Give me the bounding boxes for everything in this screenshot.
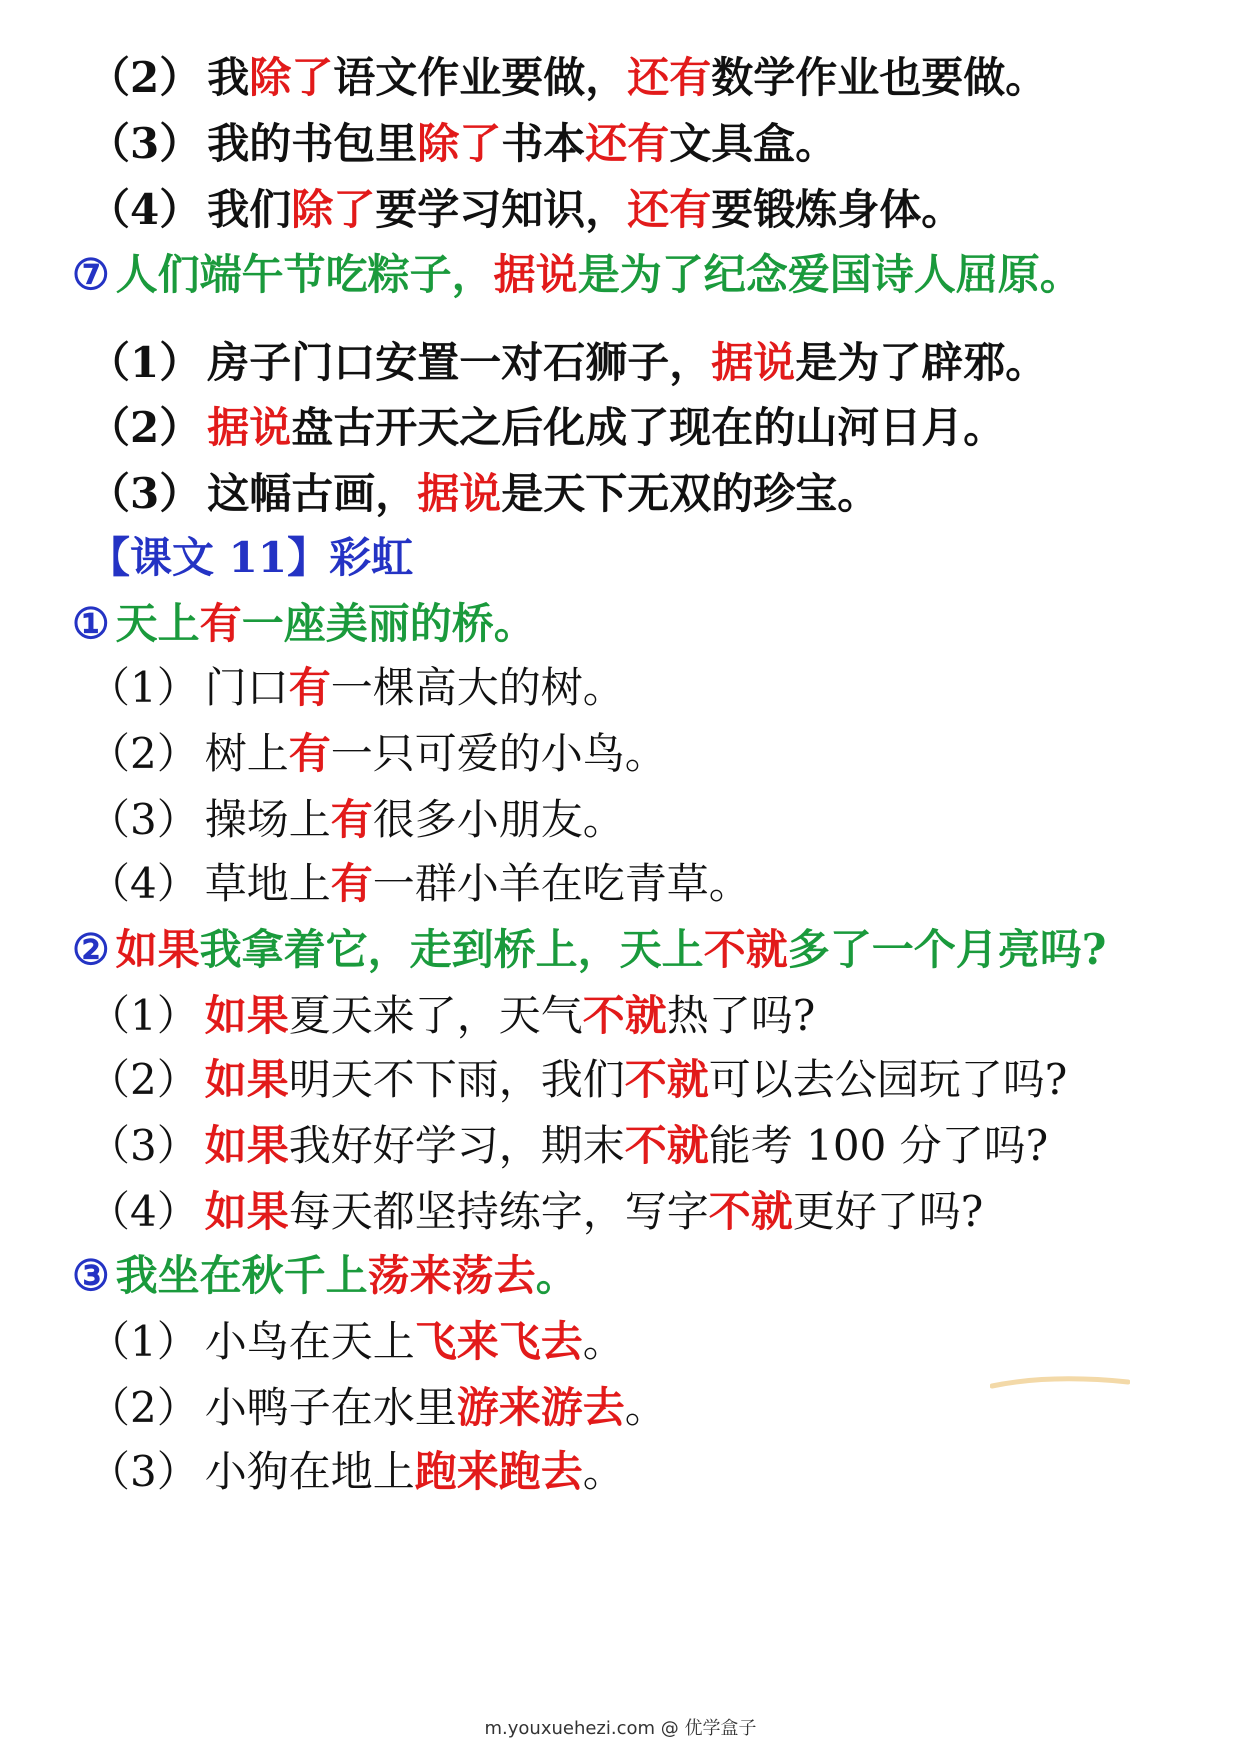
keyword-highlight: 游来游去	[456, 1383, 625, 1432]
item-number: （3）	[88, 795, 199, 844]
keyword-highlight: 据说	[417, 469, 502, 518]
item-number: （3）	[88, 119, 202, 168]
keyword-highlight: 有	[199, 599, 242, 648]
keyword-highlight: 还有	[585, 119, 670, 168]
item-number: （3）	[88, 1447, 199, 1496]
sentence-text: 能考 100 分了吗?	[708, 1121, 1049, 1170]
sentence-text: 我的书包里	[207, 119, 418, 168]
keyword-highlight: 如果	[204, 1055, 289, 1104]
example-sentence	[88, 1378, 667, 1438]
pen-stroke-decoration	[990, 1372, 1130, 1392]
keyword-highlight: 据说	[493, 250, 578, 299]
sentence-text: 我	[207, 53, 250, 102]
sentence-text: 可以去公园玩了吗?	[708, 1055, 1068, 1104]
sentence-text: 明天不下雨，我们	[288, 1055, 625, 1104]
keyword-highlight: 还有	[627, 185, 712, 234]
keyword-highlight: 不就	[708, 1187, 793, 1236]
sentence-text: 草地上	[204, 859, 331, 908]
sentence-text: 每天都坚持练字，写字	[288, 1187, 709, 1236]
item-number: （4）	[88, 1187, 199, 1236]
item-number: （1）	[88, 338, 202, 387]
item-number: ②	[72, 925, 110, 974]
keyword-highlight: 还有	[627, 53, 712, 102]
keyword-highlight: 有	[330, 795, 373, 844]
example-sentence	[88, 1182, 983, 1242]
example-heading	[72, 920, 1106, 980]
item-number: （2）	[88, 53, 202, 102]
sentence-text: 要学习知识，	[375, 185, 628, 234]
sentence-text: 语文作业要做，	[333, 53, 628, 102]
sentence-text: 我们	[207, 185, 292, 234]
sentence-text: 我拿着它，走到桥上，天上	[199, 925, 704, 974]
example-sentence	[88, 180, 963, 240]
sentence-text: 一座美丽的桥。	[241, 599, 536, 648]
example-sentence	[88, 114, 837, 174]
example-heading	[72, 594, 536, 654]
keyword-highlight: 有	[288, 729, 331, 778]
sentence-text: 夏天来了，天气	[288, 991, 583, 1040]
example-sentence	[88, 1116, 1048, 1176]
sentence-text: 一群小羊在吃青草。	[372, 859, 751, 908]
sentence-text: 书本	[501, 119, 586, 168]
keyword-highlight: 不就	[624, 1121, 709, 1170]
keyword-highlight: 据说	[711, 338, 796, 387]
keyword-highlight: 除了	[417, 119, 502, 168]
example-heading	[72, 1246, 578, 1306]
sentence-text: 一只可爱的小鸟。	[330, 729, 667, 778]
sentence-text: 很多小朋友。	[372, 795, 625, 844]
example-sentence	[88, 1312, 625, 1372]
keyword-highlight: 飞来飞去	[414, 1317, 583, 1366]
example-sentence	[88, 790, 625, 850]
example-sentence	[88, 724, 667, 784]
sentence-text: 。	[582, 1317, 625, 1366]
item-number: （4）	[88, 859, 199, 908]
sentence-text: 是为了纪念爱国诗人屈原。	[577, 250, 1082, 299]
sentence-text: 门口	[204, 663, 289, 712]
sentence-text: 文具盒。	[669, 119, 838, 168]
sentence-text: 房子门口安置一对石狮子，	[207, 338, 712, 387]
example-sentence	[88, 464, 879, 524]
example-sentence	[88, 333, 1047, 393]
example-sentence	[88, 1442, 625, 1502]
keyword-highlight: 除了	[291, 185, 376, 234]
sentence-text: 是天下无双的珍宝。	[501, 469, 880, 518]
item-number: （2）	[88, 1055, 199, 1104]
sentence-text: 。	[535, 1251, 578, 1300]
item-number: （2）	[88, 1383, 199, 1432]
keyword-highlight: 不就	[703, 925, 788, 974]
sentence-text: 是为了辟邪。	[795, 338, 1048, 387]
sentence-text: 热了吗?	[666, 991, 816, 1040]
sentence-text: 。	[582, 1447, 625, 1496]
example-sentence	[88, 398, 1005, 458]
keyword-highlight: 除了	[249, 53, 334, 102]
item-number: （2）	[88, 403, 202, 452]
sentence-text: 小鸭子在水里	[204, 1383, 457, 1432]
item-number: （2）	[88, 729, 199, 778]
sentence-text: 操场上	[204, 795, 331, 844]
watermark: m.youxuehezi.com @ 优学盒子	[484, 1718, 757, 1739]
example-sentence	[88, 658, 625, 718]
item-number: （3）	[88, 469, 202, 518]
keyword-highlight: 据说	[207, 403, 292, 452]
example-sentence	[88, 986, 815, 1046]
example-sentence	[88, 48, 1047, 108]
sentence-text: 这幅古画，	[207, 469, 418, 518]
sentence-text: 我坐在秋千上	[115, 1251, 368, 1300]
sentence-text: 多了一个月亮吗?	[787, 925, 1107, 974]
keyword-highlight: 如果	[115, 925, 200, 974]
item-number: （1）	[88, 1317, 199, 1366]
item-number: ③	[72, 1251, 110, 1300]
keyword-highlight: 跑来跑去	[414, 1447, 583, 1496]
item-number: （4）	[88, 185, 202, 234]
lesson-title	[88, 528, 413, 588]
sentence-text: 【课文 11】彩虹	[88, 533, 414, 582]
keyword-highlight: 如果	[204, 991, 289, 1040]
keyword-highlight: 荡来荡去	[367, 1251, 536, 1300]
item-number: （3）	[88, 1121, 199, 1170]
sentence-text: 要锻炼身体。	[711, 185, 964, 234]
keyword-highlight: 有	[330, 859, 373, 908]
sentence-text: 更好了吗?	[792, 1187, 984, 1236]
item-number: ⑦	[72, 250, 110, 299]
sentence-text: 。	[624, 1383, 667, 1432]
keyword-highlight: 如果	[204, 1121, 289, 1170]
keyword-highlight: 有	[288, 663, 331, 712]
item-number: （1）	[88, 991, 199, 1040]
keyword-highlight: 不就	[582, 991, 667, 1040]
example-heading	[72, 245, 1082, 305]
sentence-text: 小狗在地上	[204, 1447, 415, 1496]
keyword-highlight: 不就	[624, 1055, 709, 1104]
example-sentence	[88, 1050, 1067, 1110]
item-number: ①	[72, 599, 110, 648]
keyword-highlight: 如果	[204, 1187, 289, 1236]
sentence-text: 数学作业也要做。	[711, 53, 1048, 102]
sentence-text: 一棵高大的树。	[330, 663, 625, 712]
sentence-text: 树上	[204, 729, 289, 778]
sentence-text: 天上	[115, 599, 200, 648]
example-sentence	[88, 854, 751, 914]
sentence-text: 盘古开天之后化成了现在的山河日月。	[291, 403, 1006, 452]
item-number: （1）	[88, 663, 199, 712]
sentence-text: 人们端午节吃粽子，	[115, 250, 494, 299]
sentence-text: 我好好学习，期末	[288, 1121, 625, 1170]
sentence-text: 小鸟在天上	[204, 1317, 415, 1366]
